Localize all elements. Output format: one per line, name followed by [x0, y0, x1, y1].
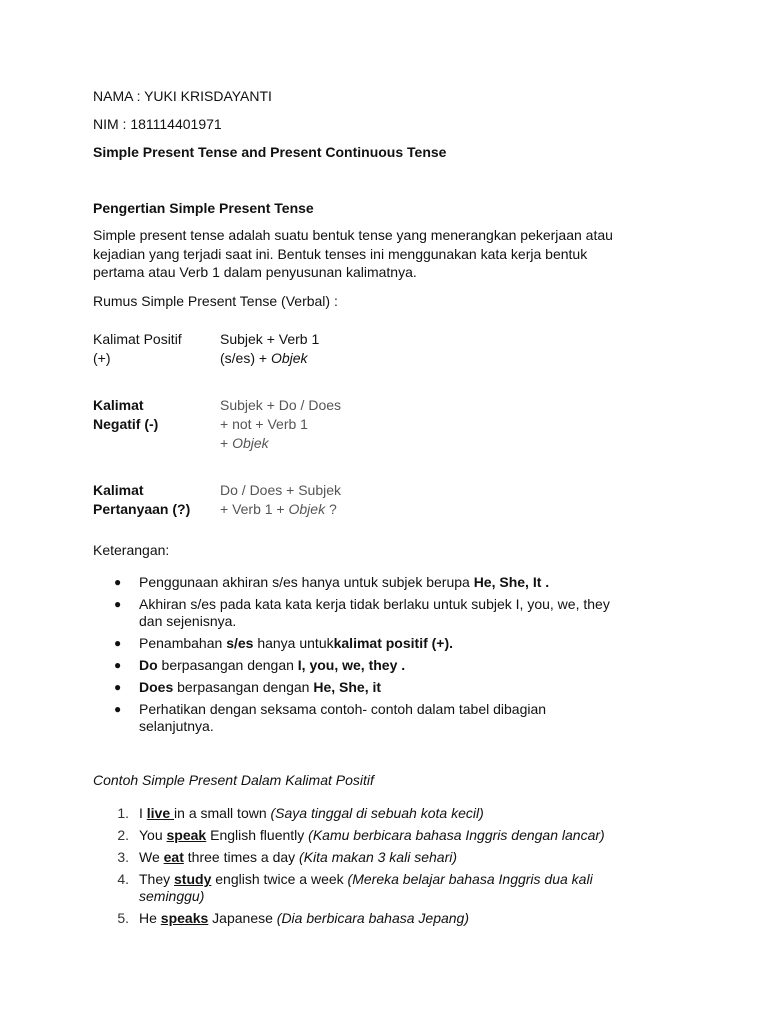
list-item — [93, 635, 653, 652]
bullet-icon: ● — [114, 658, 122, 672]
item-text: berpasangan dengan — [157, 657, 298, 673]
formula-value — [220, 481, 370, 519]
list-item — [93, 574, 653, 591]
formula-line: + not + Verb 1 — [220, 416, 308, 432]
example-item — [93, 827, 653, 844]
example-translation: (Saya tinggal di sebuah kota kecil) — [270, 805, 484, 821]
example-number: 3. — [117, 849, 129, 865]
label-line: Kalimat — [93, 397, 144, 413]
contoh-list — [93, 805, 653, 932]
example-rest: english twice a week — [211, 871, 348, 887]
formula-text: ? — [325, 501, 337, 517]
bullet-icon: ● — [114, 636, 122, 650]
formula-row-positif — [93, 330, 370, 368]
example-item — [93, 910, 653, 927]
example-verb: speaks — [160, 910, 209, 926]
example-verb: eat — [163, 849, 184, 865]
rumus-label: Rumus Simple Present Tense (Verbal) : — [93, 293, 338, 309]
formula-line: Subjek + Verb 1 — [220, 331, 320, 347]
example-item — [93, 805, 653, 822]
list-item — [93, 657, 653, 674]
formula-text: + — [220, 435, 233, 451]
paragraph-line: kejadian yang terjadi saat ini. Bentuk tenses ini menggunakan kata kerja bentuk — [93, 245, 588, 262]
list-item — [93, 596, 653, 630]
example-number: 2. — [117, 827, 129, 843]
example-number: 4. — [117, 871, 129, 887]
bullet-icon: ● — [114, 680, 122, 694]
item-bold: He, She, it — [313, 679, 382, 695]
section-heading: Pengertian Simple Present Tense — [93, 200, 314, 216]
example-verb: speak — [166, 827, 207, 843]
formula-line: Subjek + Do / Does — [220, 397, 342, 413]
formula-text: + Verb 1 + — [220, 501, 289, 517]
contoh-heading: Contoh Simple Present Dalam Kalimat Positif — [93, 772, 374, 788]
example-translation: (Kamu berbicara bahasa Inggris dengan lancar) — [308, 827, 605, 843]
formula-line — [220, 349, 370, 368]
example-rest: English fluently — [206, 827, 309, 843]
item-bold: Does — [139, 679, 174, 695]
formula-objek: Objek — [270, 350, 308, 366]
item-text: dan sejenisnya. — [139, 613, 237, 629]
paragraph-line: pertama atau Verb 1 dalam penyusunan kalimatnya. — [93, 264, 417, 280]
paragraph-line: Simple present tense adalah suatu bentuk tense yang menerangkan pekerjaan atau — [93, 227, 613, 243]
formula-line: Do / Does + Subjek — [220, 482, 342, 498]
formula-line — [220, 434, 370, 453]
document-title: Simple Present Tense and Present Continuous Tense — [93, 144, 447, 160]
bullet-icon: ● — [114, 575, 122, 589]
item-text: berpasangan dengan — [173, 679, 314, 695]
example-verb: live — [146, 805, 175, 821]
example-rest: Japanese — [208, 910, 277, 926]
item-text: Penambahan — [139, 635, 227, 651]
example-subject: We — [139, 849, 164, 865]
bullet-icon: ● — [114, 702, 122, 716]
label-line: (+) — [93, 350, 111, 366]
definition-paragraph — [93, 226, 613, 282]
example-item — [93, 871, 653, 905]
item-bold: Do — [139, 657, 158, 673]
label-line: Kalimat Positif — [93, 331, 182, 347]
label-line: Pertanyaan (?) — [93, 501, 191, 517]
item-bold: kalimat positif (+). — [333, 635, 454, 651]
label-line: Negatif (-) — [93, 416, 159, 432]
student-nim: NIM : 181114401971 — [93, 116, 222, 132]
item-text: hanya untuk — [253, 635, 334, 651]
formula-row-pertanyaan — [93, 481, 370, 519]
formula-objek: Objek — [288, 501, 326, 517]
list-item — [93, 679, 653, 696]
example-number: 5. — [117, 910, 129, 926]
example-subject: He — [139, 910, 161, 926]
example-translation: (Kita makan 3 kali sehari) — [299, 849, 457, 865]
example-subject: They — [139, 871, 175, 887]
example-translation: (Dia berbicara bahasa Jepang) — [276, 910, 470, 926]
example-item — [93, 849, 653, 866]
formula-value — [220, 330, 370, 368]
formula-label — [93, 481, 220, 519]
item-bold: He, She, It . — [473, 574, 550, 590]
item-text: Perhatikan dengan seksama contoh- contoh dalam tabel dibagian — [139, 701, 547, 717]
formula-label — [93, 330, 220, 368]
item-text: selanjutnya. — [139, 718, 214, 734]
example-subject: You — [139, 827, 167, 843]
example-verb: study — [174, 871, 212, 887]
keterangan-label: Keterangan: — [93, 542, 170, 558]
formula-value — [220, 396, 370, 453]
formula-label — [93, 396, 220, 453]
item-text: Penggunaan akhiran s/es hanya untuk subjek berupa — [139, 574, 474, 590]
list-item — [93, 701, 653, 735]
formula-table — [93, 330, 370, 519]
example-rest: three times a day — [183, 849, 300, 865]
item-bold: I, you, we, they . — [297, 657, 406, 673]
keterangan-list — [93, 574, 653, 740]
example-translation: (Mereka belajar bahasa Inggris dua kali seminggu) — [139, 871, 593, 904]
student-name: NAMA : YUKI KRISDAYANTI — [93, 88, 272, 104]
formula-text: (s/es) + — [220, 350, 271, 366]
item-bold: s/es — [226, 635, 254, 651]
example-number: 1. — [117, 805, 129, 821]
label-line: Kalimat — [93, 482, 144, 498]
formula-line — [220, 500, 370, 519]
item-text: Akhiran s/es pada kata kata kerja tidak berlaku untuk subjek I, you, we, they — [139, 596, 610, 612]
example-rest: in a small town — [174, 805, 271, 821]
example-subject: I — [139, 805, 147, 821]
formula-row-negatif — [93, 396, 370, 453]
bullet-icon: ● — [114, 597, 122, 611]
formula-objek: Objek — [232, 435, 269, 451]
